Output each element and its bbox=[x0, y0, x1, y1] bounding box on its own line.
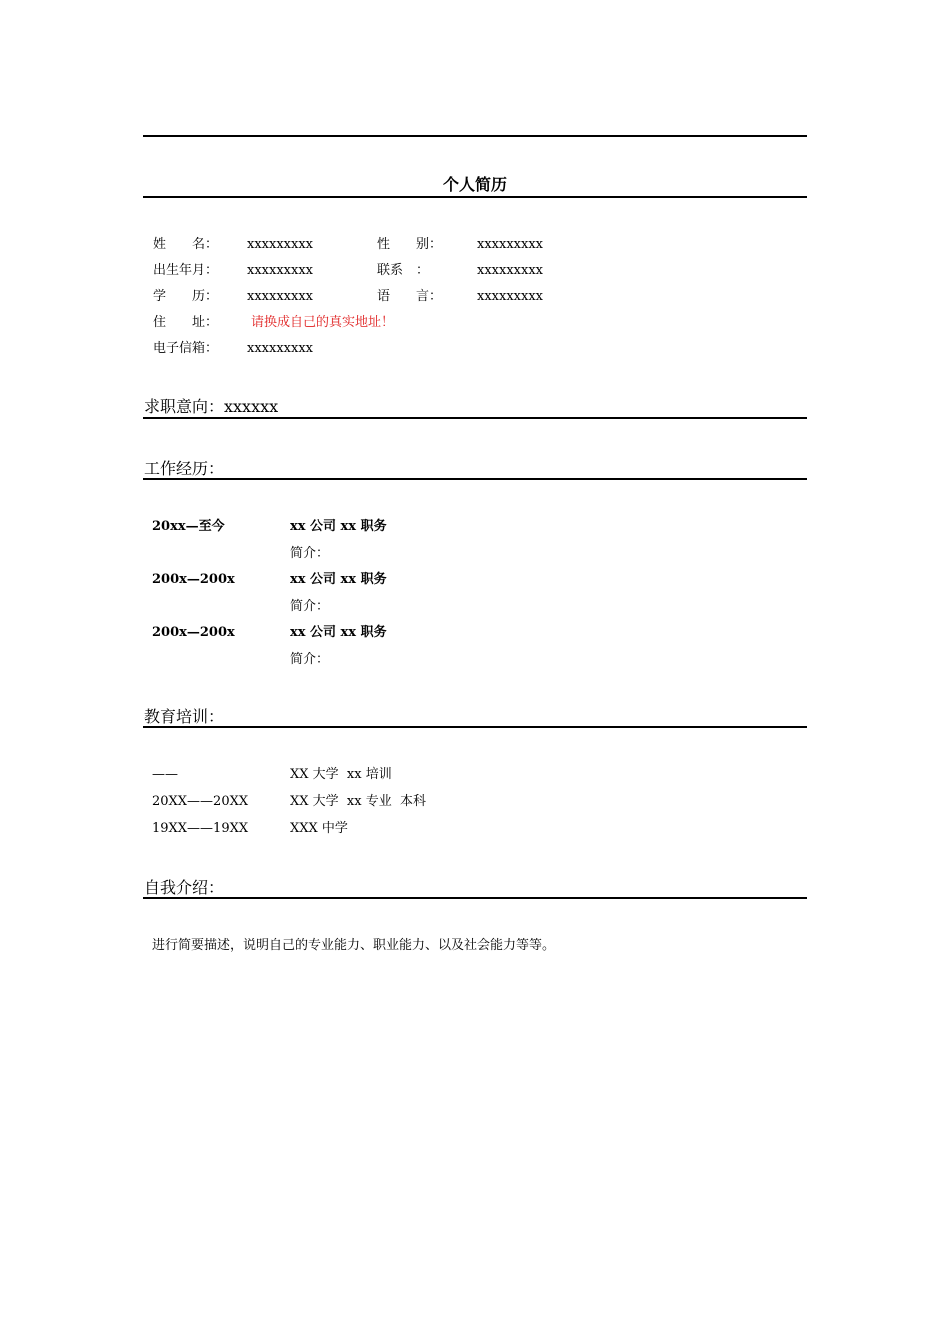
work-period: 200x—200x bbox=[152, 572, 235, 587]
work-intro: 简介： bbox=[290, 652, 330, 667]
gender-label: 性 别： bbox=[377, 237, 443, 252]
objective-heading: 求职意向：xxxxxx bbox=[144, 397, 279, 416]
email-value: xxxxxxxxx bbox=[247, 341, 313, 356]
self-intro-heading: 自我介绍： bbox=[144, 878, 225, 897]
education-detail: XX 大学 xx 培训 bbox=[290, 767, 392, 782]
birth-value: xxxxxxxxx bbox=[247, 263, 313, 278]
work-period: 20xx—至今 bbox=[152, 519, 225, 534]
education-heading: 教育培训： bbox=[144, 707, 225, 726]
top-rule bbox=[143, 135, 807, 137]
education-period: 19XX——19XX bbox=[152, 821, 249, 836]
work-position: xx 公司 xx 职务 bbox=[290, 625, 387, 640]
gender-value: xxxxxxxxx bbox=[477, 237, 543, 252]
language-value: xxxxxxxxx bbox=[477, 289, 543, 304]
education-underline bbox=[143, 726, 807, 728]
language-label: 语 言： bbox=[377, 289, 443, 304]
education-period: —— bbox=[152, 767, 178, 782]
objective-underline bbox=[143, 417, 807, 419]
work-period: 200x—200x bbox=[152, 625, 235, 640]
work-position: xx 公司 xx 职务 bbox=[290, 572, 387, 587]
birth-label: 出生年月： bbox=[153, 263, 219, 278]
education-detail: XXX 中学 bbox=[290, 821, 348, 836]
contact-label: 联系 ： bbox=[377, 263, 430, 278]
work-intro: 简介： bbox=[290, 599, 330, 614]
work-underline bbox=[143, 478, 807, 480]
education-detail: XX 大学 xx 专业 本科 bbox=[290, 794, 426, 809]
address-value: 请换成自己的真实地址！ bbox=[251, 315, 395, 330]
self-intro-underline bbox=[143, 897, 807, 899]
education-period: 20XX——20XX bbox=[152, 794, 249, 809]
work-heading: 工作经历： bbox=[144, 459, 225, 478]
page-title: 个人简历 bbox=[442, 175, 507, 194]
self-intro-text: 进行简要描述，说明自己的专业能力、职业能力、以及社会能力等等。 bbox=[152, 938, 556, 953]
email-label: 电子信箱： bbox=[153, 341, 219, 356]
work-position: xx 公司 xx 职务 bbox=[290, 519, 387, 534]
contact-value: xxxxxxxxx bbox=[477, 263, 543, 278]
name-label: 姓 名： bbox=[153, 237, 219, 252]
education-label: 学 历： bbox=[153, 289, 219, 304]
title-underline bbox=[143, 196, 807, 198]
work-intro: 简介： bbox=[290, 546, 330, 561]
education-value: xxxxxxxxx bbox=[247, 289, 313, 304]
address-label: 住 址： bbox=[153, 315, 219, 330]
name-value: xxxxxxxxx bbox=[247, 237, 313, 252]
